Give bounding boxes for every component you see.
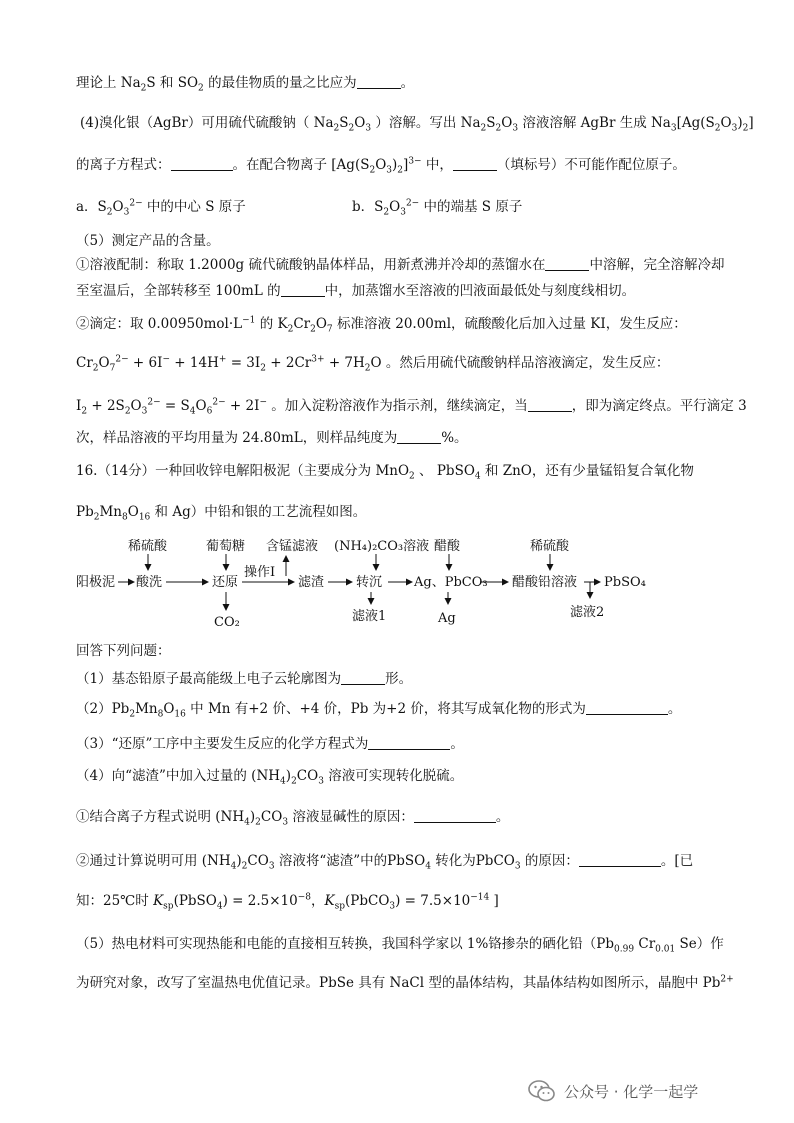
- answer-blank[interactable]: [545, 256, 589, 271]
- step-filter-residue: 滤渣: [298, 575, 325, 590]
- answer-blank[interactable]: [397, 429, 441, 444]
- answer-blank[interactable]: [368, 735, 450, 750]
- step-ag-pbco3: Ag、PbCO₃: [414, 575, 488, 590]
- wechat-icon: [528, 1079, 556, 1103]
- reagent-ammonium-carbonate: (NH₄)₂CO₃溶液: [334, 539, 430, 554]
- q16-part-4-1: ①结合离子方程式说明 $(NH_4)_2CO_3$ 溶液显碱性的原因： 。: [76, 809, 510, 828]
- output-filtrate-1: 滤液1: [352, 609, 387, 624]
- text-line-7: 至室温后，全部转移至 100mL 的 中，加蒸馏水至溶液的凹液面最低处与刻度线相切。: [76, 283, 636, 299]
- q16-part-4-2: ②通过计算说明可用 $(NH_4)_2CO_3$ 溶液将“滤渣”中的PbSO$_4$ 转化为PbCO$_3$ 的原因： 。[已: [76, 853, 694, 872]
- text-line-2: (4)溴化银（AgBr）可用硫代硫酸钠（ $Na_2S_2O_3$ ）溶解。写出 $Na_2S_2O_3$ 溶液溶解 AgBr 生成 $Na_3[Ag(S_2O_3)_2]$: [80, 115, 754, 134]
- text-line-10: $I_2 + 2S_2O_3^{2-} = S_4O_6^{2-} + 2I^-$ 。加入淀粉溶液作为指示剂，继续滴定，当 ，即为滴定终点。平行滴定 3: [76, 397, 747, 417]
- question-16-line-1: 16.（14分）一种回收锌电解阳极泥（主要成分为 MnO$_2$ 、 PbSO$_4$ 和 ZnO，还有少量锰铅复合氧化物: [76, 463, 694, 482]
- text-line-9: $Cr_2O_7^{2-} + 6I^- + 14H^+ = 3I_2 + 2Cr^{3+} + 7H_2O$ 。然后用硫代硫酸钠样品溶液滴定，发生反应：: [76, 354, 670, 374]
- operation-1-label: 操作Ⅰ: [244, 565, 276, 580]
- step-lead-acetate: 醋酸铅溶液: [512, 575, 578, 590]
- question-16-line-2: $Pb_2Mn_8O_{16}$ 和 Ag）中铅和银的工艺流程如图。: [76, 504, 367, 523]
- q16-part-5-line-2: 为研究对象，改写了室温热电优值记录。PbSe 具有 NaCl 型的晶体结构，其晶体结构如图所示，晶胞中 $Pb^{2+}$: [76, 974, 734, 991]
- answer-blank[interactable]: [453, 156, 497, 171]
- answer-blank[interactable]: [341, 670, 385, 685]
- answer-blank[interactable]: [586, 700, 668, 715]
- output-filtrate-2: 滤液2: [570, 605, 605, 620]
- q16-part-4-2-ksp: 知：25℃时 $K_{sp}(PbSO_4) = 2.5\times 10^{-8}$，$K_{sp}(PbCO_3) = 7.5\times 10^{-14}$ ]: [76, 892, 499, 912]
- step-reduction: 还原: [212, 575, 239, 590]
- reagent-dilute-h2so4-2: 稀硫酸: [530, 539, 570, 554]
- text-line-1: 理论上 $Na_2S$ 和 $SO_2$ 的最佳物质的量之比应为 。: [76, 75, 415, 94]
- reagent-acetic-acid: 醋酸: [434, 539, 461, 554]
- q16-part-1: （1）基态铅原子最高能级上电子云轮廓图为 形。: [76, 671, 413, 687]
- output-ag: Ag: [438, 611, 456, 626]
- step-anode-slime: 阳极泥: [76, 575, 116, 590]
- product-pbso4: PbSO₄: [604, 575, 646, 590]
- answer-blank[interactable]: [357, 74, 401, 89]
- watermark: [528, 1077, 778, 1105]
- text-line-11: 次，样品溶液的平均用量为 24.80mL，则样品纯度为 %。: [76, 430, 468, 446]
- watermark-text: 公众号 · 化学一起学: [564, 1082, 699, 1101]
- reagent-mn-filtrate: 含锰滤液: [266, 539, 319, 554]
- option-a: a．$S_2O_3^{2-}$ 中的中心 S 原子: [76, 198, 246, 218]
- process-flow-diagram: [76, 536, 716, 636]
- step-acid-wash: 酸洗: [136, 575, 163, 590]
- answer-blank[interactable]: [579, 852, 661, 867]
- text-line-5: （5）测定产品的含量。: [76, 233, 220, 249]
- output-co2: CO₂: [214, 615, 240, 630]
- q16-part-3: （3）“还原”工序中主要发生反应的化学方程式为 。: [76, 736, 464, 752]
- answer-blank[interactable]: [281, 282, 325, 297]
- text-line-answer-header: 回答下列问题：: [76, 643, 171, 659]
- answer-blank[interactable]: [528, 397, 572, 412]
- answer-blank[interactable]: [414, 808, 496, 823]
- q16-part-2: $(2)Pb_2Mn_8O_{16}$ 中 Mn 有+2 价、+4 价，Pb 为+2 价，将其写成氧化物的形式为 。: [76, 701, 682, 720]
- text-line-6: ①溶液配制：称取 1.2000g 硫代硫酸钠晶体样品，用新煮沸并冷却的蒸馏水在 中溶解，完全溶解冷却: [76, 257, 725, 273]
- text-line-3: 的离子方程式： 。在配合物离子 $[Ag(S_2O_3)_2]^{3-}$ 中， （填标号）不可能作配位原子。: [76, 156, 686, 176]
- answer-blank[interactable]: [171, 156, 233, 171]
- q16-part-4: （4）向“滤渣”中加入过量的 $(NH_4)_2CO_3$ 溶液可实现转化脱硫。: [76, 768, 464, 787]
- reagent-dilute-h2so4: 稀硫酸: [128, 539, 168, 554]
- q16-part-5-line-1: （5）热电材料可实现热能和电能的直接相互转换，我国科学家以 1%铬掺杂的硒化铅（$Pb_{0.99}$ $Cr_{0.01}$ Se）作: [76, 936, 724, 955]
- step-transform-precipitate: 转沉: [356, 575, 383, 590]
- reagent-glucose: 葡萄糖: [206, 539, 246, 554]
- option-b: b．$S_2O_3^{2-}$ 中的端基 S 原子: [352, 198, 523, 218]
- text-line-8: ②滴定：取 $0.00950mol\cdot L^{-1}$ 的 $K_2Cr_2O_7$ 标准溶液 20.00ml，硫酸酸化后加入过量 KI，发生反应：: [76, 315, 687, 335]
- q-ratio-text: 理论上 $Na_2S$ 和 $SO_2$ 的最佳物质的量之比应为: [76, 75, 357, 94]
